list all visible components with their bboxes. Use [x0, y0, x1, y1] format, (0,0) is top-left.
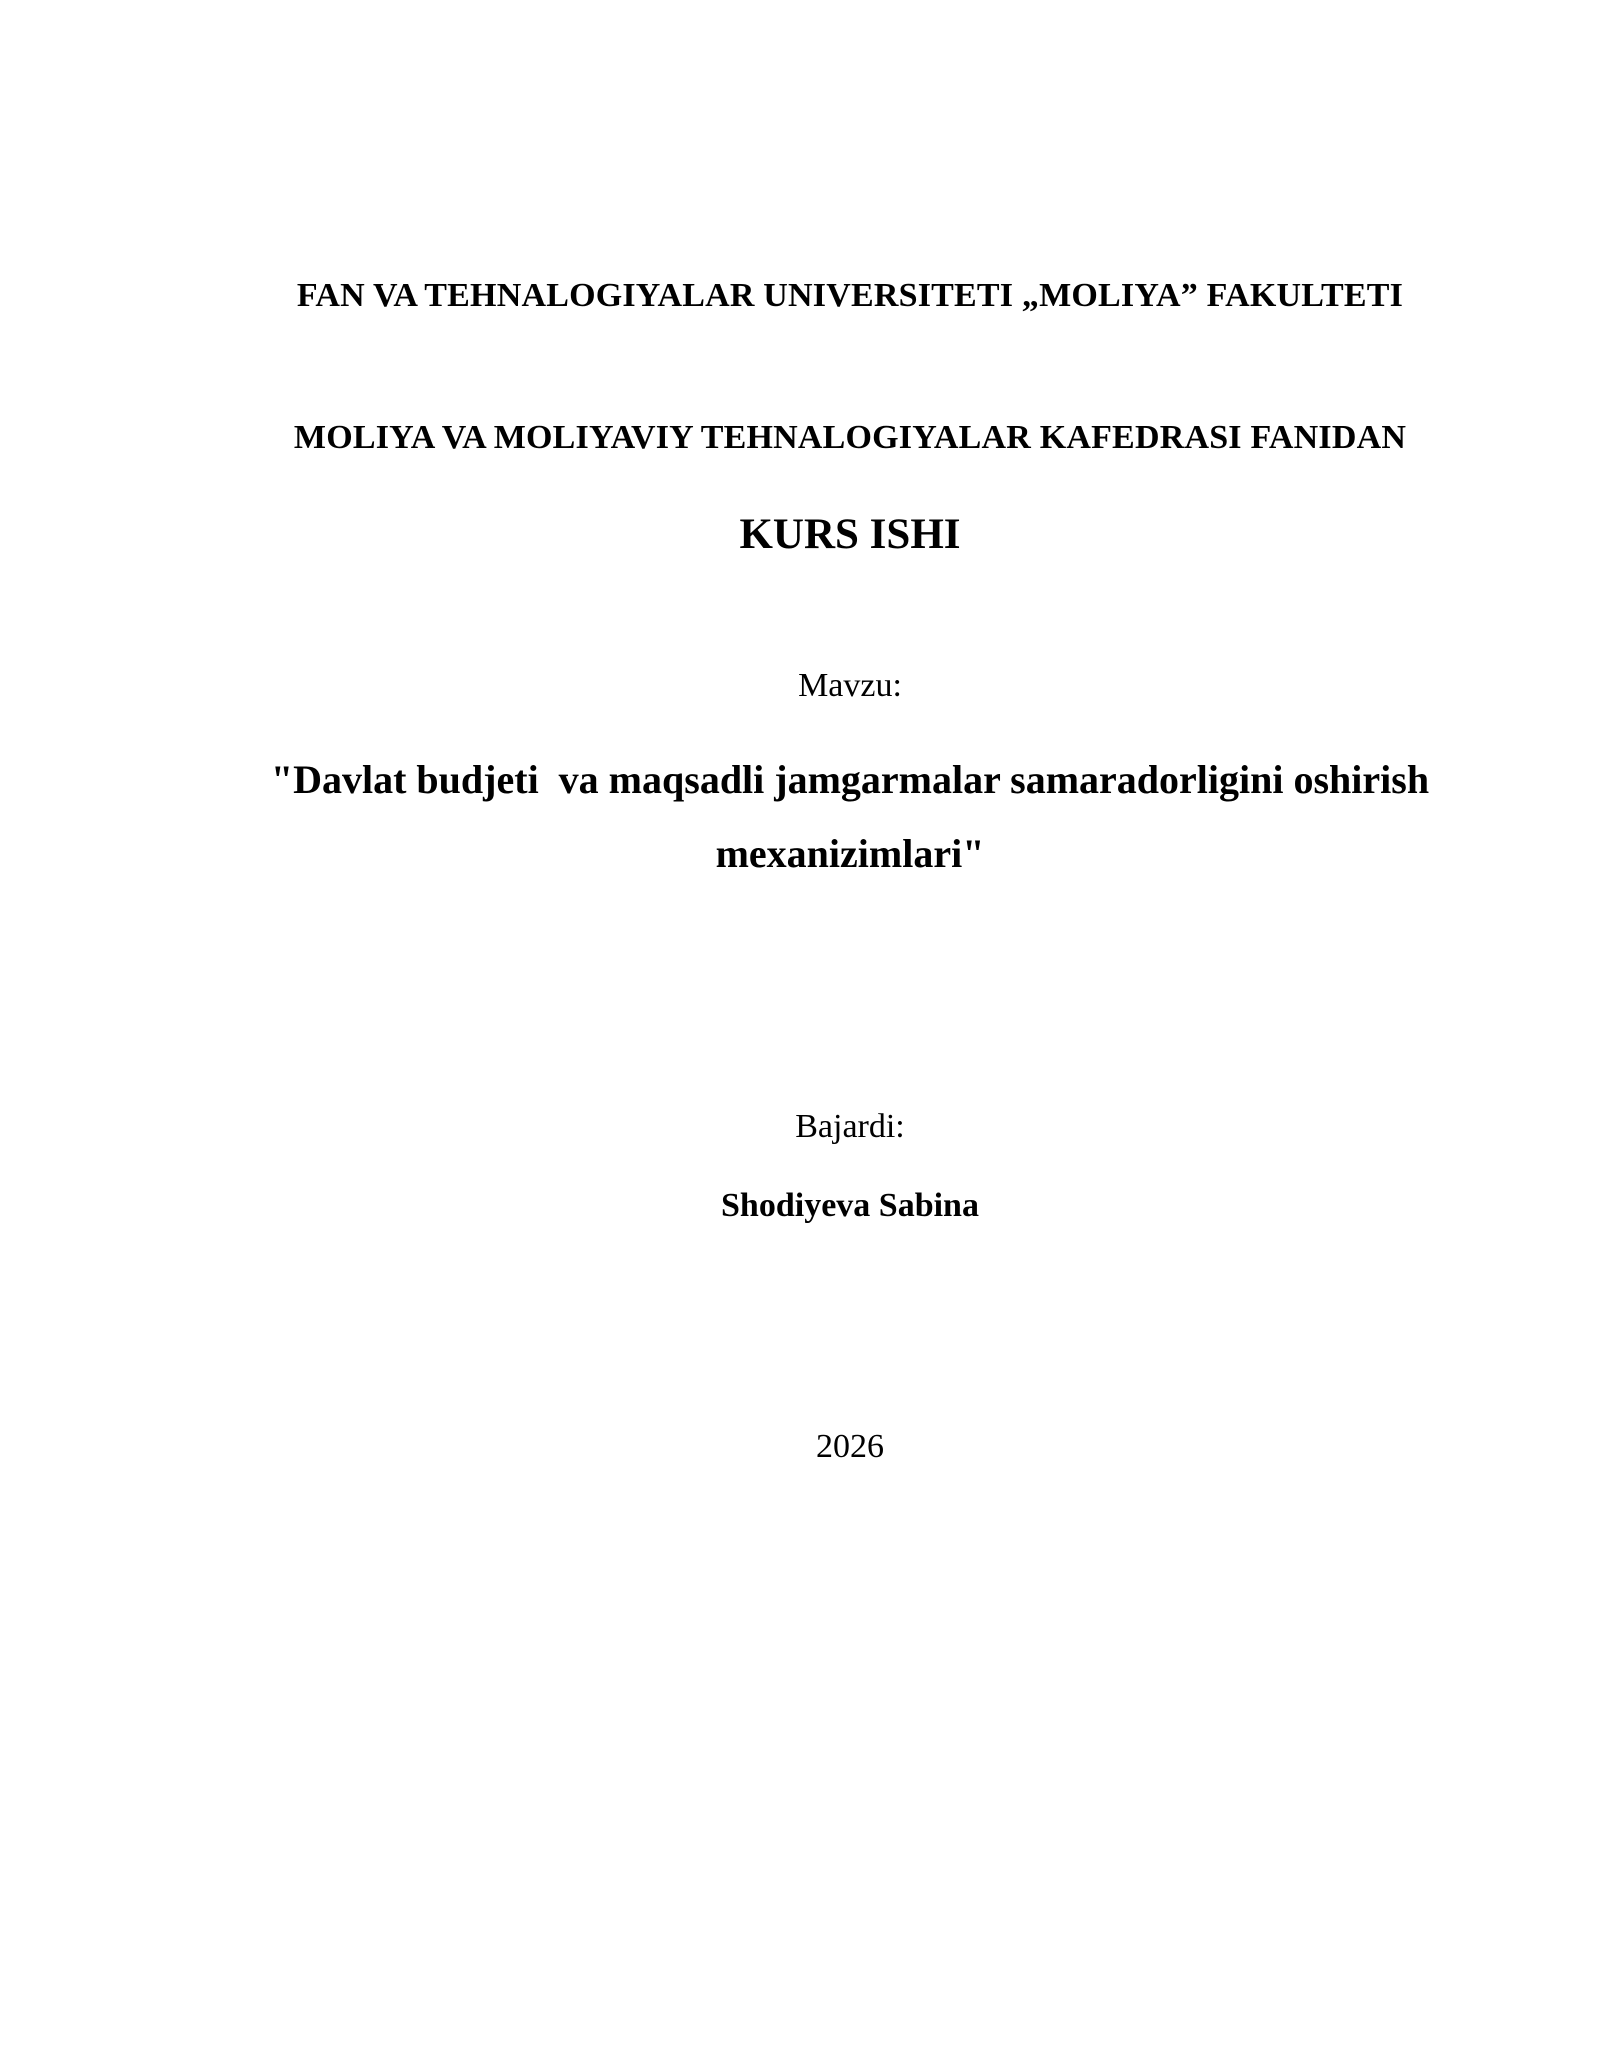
topic-title-line-2: mexanizimlari": [715, 831, 985, 876]
university-heading: FAN VA TEHNALOGIYALAR UNIVERSITETI „MOLIYA” FAKULTETI: [296, 277, 1404, 314]
topic-label: Mavzu:: [798, 667, 902, 704]
author-name: Shodiyeva Sabina: [721, 1187, 979, 1224]
document-year: 2026: [816, 1428, 884, 1465]
topic-title: [200, 743, 1500, 891]
topic-title-line-1: "Davlat budjeti va maqsadli jamgarmalar samaradorligini oshirish: [270, 757, 1430, 802]
author-label: Bajardi:: [795, 1108, 905, 1145]
document-type-title: KURS ISHI: [739, 511, 961, 558]
department-heading: MOLIYA VA MOLIYAVIY TEHNALOGIYALAR KAFEDRASI FANIDAN: [293, 419, 1407, 456]
